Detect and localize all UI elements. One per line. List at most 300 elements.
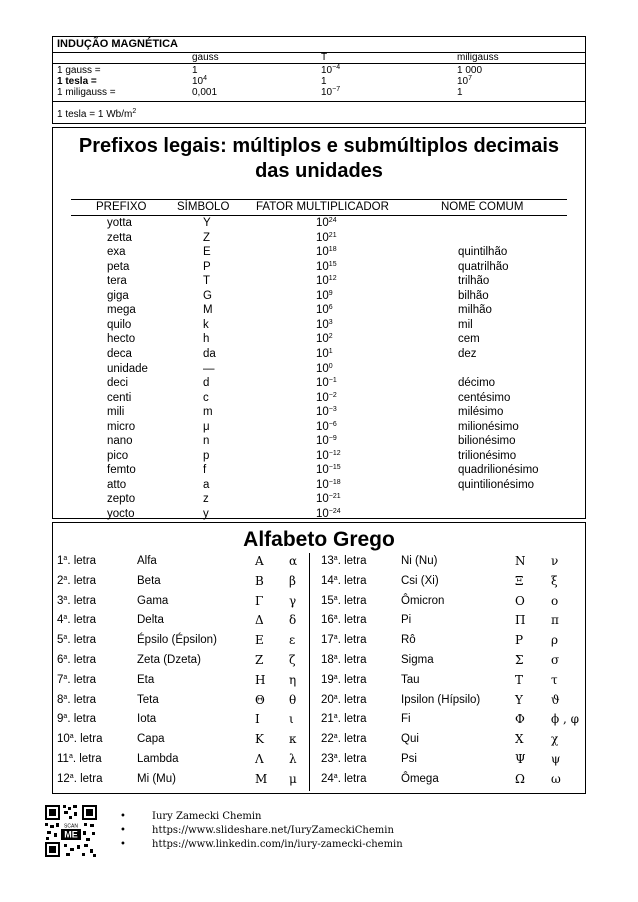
greek-ordinal-dot: . — [337, 713, 345, 726]
greek-letter-word: letra — [344, 772, 367, 785]
greek-ordinal-number: 20 — [321, 693, 334, 706]
greek-letter-word: letra — [80, 733, 103, 746]
prefix-common-name: quadrilionésimo — [458, 464, 539, 477]
greek-letter-row — [321, 671, 571, 689]
greek-uppercase: Η — [255, 672, 266, 687]
prefix-factor-base: 10 — [316, 362, 329, 375]
greek-lowercase: ξ — [551, 573, 558, 588]
greek-uppercase: Π — [515, 613, 526, 628]
prefix-symbol: Z — [203, 231, 211, 244]
greek-name: Capa — [137, 733, 165, 746]
prefix-name: mega — [107, 304, 136, 317]
prefix-factor — [316, 332, 333, 346]
prefix-row — [53, 507, 587, 521]
greek-lowercase: ϑ — [551, 692, 560, 707]
prefix-row — [53, 376, 587, 390]
greek-uppercase: Φ — [515, 712, 525, 727]
greek-uppercase: Χ — [515, 732, 524, 747]
prefix-common-name: milhão — [458, 304, 492, 317]
prefix-factor-exponent: 21 — [328, 231, 337, 239]
prefix-name: nano — [107, 435, 133, 448]
footer-author: • Iury Zamecki Chemin — [120, 810, 403, 824]
prefix-factor-base: 10 — [316, 420, 329, 433]
prefix-factor — [316, 216, 337, 230]
greek-ordinal-dot: . — [67, 713, 74, 726]
prefix-symbol: E — [203, 246, 211, 259]
prefix-factor-base: 10 — [316, 464, 329, 477]
prefix-name: hecto — [107, 333, 136, 346]
prefix-common-name: mil — [458, 318, 473, 331]
prefix-name: atto — [107, 478, 127, 491]
greek-letter-word: letra — [344, 733, 367, 746]
greek-letter-row — [57, 552, 307, 570]
prefix-name: exa — [107, 246, 126, 259]
prefix-symbol: da — [203, 347, 216, 360]
greek-name: Ômega — [401, 772, 439, 785]
greek-letter-word: letra — [80, 772, 103, 785]
greek-name: Qui — [401, 733, 419, 746]
greek-name: Mi (Mu) — [137, 772, 176, 785]
prefix-name: tera — [107, 275, 127, 288]
greek-ordinal-number: 19 — [321, 673, 334, 686]
prefix-factor-exponent: 24 — [328, 217, 337, 224]
prefix-symbol: h — [203, 333, 210, 346]
greek-lowercase: ρ — [551, 633, 559, 648]
prefix-factor-base: 10 — [316, 318, 329, 331]
prefix-name: yotta — [107, 217, 132, 229]
greek-letter-row — [57, 592, 307, 610]
greek-ordinal — [321, 651, 366, 669]
prefix-factor-base: 10 — [316, 217, 329, 229]
greek-ordinal-suffix: a — [333, 634, 338, 642]
greek-uppercase: Μ — [255, 771, 268, 786]
prefix-name: micro — [107, 420, 136, 433]
prefix-factor-exponent: −21 — [328, 493, 341, 501]
prefix-row — [53, 463, 587, 477]
greek-name: Iota — [137, 713, 157, 726]
greek-ordinal-suffix: a — [69, 772, 74, 780]
induction-rule-top — [53, 52, 585, 53]
prefix-factor-exponent: 6 — [328, 304, 333, 312]
greek-uppercase: Ψ — [515, 752, 526, 766]
greek-ordinal-number: 13 — [321, 555, 334, 567]
prefix-row — [53, 420, 587, 434]
greek-uppercase: Ξ — [515, 573, 524, 588]
prefix-row — [53, 478, 587, 492]
greek-letter-row — [57, 730, 307, 748]
prefix-common-name: décimo — [458, 377, 496, 390]
greek-ordinal — [57, 770, 102, 788]
greek-lowercase: π — [551, 613, 559, 628]
greek-ordinal-dot: . — [73, 733, 81, 746]
greek-uppercase: Β — [255, 573, 264, 588]
greek-name: Rô — [401, 634, 416, 647]
greek-name: Beta — [137, 574, 161, 587]
prefix-name: giga — [107, 289, 129, 302]
greek-column-divider — [309, 553, 310, 791]
greek-letter-word: letra — [73, 594, 97, 607]
greek-ordinal-number: 4 — [57, 614, 64, 627]
prefix-row — [53, 362, 587, 376]
greek-letter-row — [57, 770, 307, 788]
greek-ordinal-suffix: a — [333, 654, 338, 661]
row-tesla-gauss: $10^4$ — [192, 75, 208, 87]
prefix-factor — [316, 420, 337, 434]
greek-lowercase: χ — [551, 732, 559, 747]
prefix-symbol: y — [203, 508, 209, 520]
greek-ordinal-suffix: a — [333, 713, 338, 721]
prefix-name: zetta — [107, 231, 132, 244]
prefix-symbol: c — [203, 391, 209, 404]
greek-ordinal-number: 23 — [321, 753, 334, 765]
prefix-row — [53, 332, 587, 346]
prefix-factor-exponent: −15 — [328, 464, 341, 472]
greek-ordinal-suffix: a — [63, 673, 68, 681]
prefix-symbol: n — [203, 435, 210, 448]
prefix-row — [53, 216, 587, 230]
prefix-factor-base: 10 — [316, 406, 329, 419]
row-gauss-tesla: $10^{-4}$ — [321, 64, 341, 76]
greek-lowercase: ψ — [551, 752, 561, 766]
greek-ordinal — [57, 611, 96, 629]
greek-ordinal-dot: . — [72, 753, 80, 765]
greek-uppercase: Γ — [255, 593, 264, 608]
greek-letter-row — [57, 611, 307, 629]
prefix-name: quilo — [107, 318, 132, 331]
greek-uppercase: Δ — [255, 613, 264, 628]
greek-ordinal — [321, 671, 366, 689]
greek-lowercase: ζ — [289, 653, 296, 667]
greek-ordinal-dot: . — [337, 693, 345, 706]
prefix-symbol: z — [203, 493, 209, 506]
greek-uppercase: Ρ — [515, 633, 524, 648]
greek-ordinal — [57, 750, 102, 768]
greek-letter-row — [321, 572, 571, 590]
prefix-factor-base: 10 — [316, 289, 329, 302]
greek-ordinal — [57, 691, 96, 709]
greek-ordinal — [57, 710, 96, 728]
induction-rule-header — [53, 63, 585, 64]
prefix-factor — [316, 274, 337, 288]
prefix-symbol: T — [203, 275, 211, 288]
prefix-factor — [316, 391, 337, 405]
greek-ordinal — [321, 770, 366, 788]
greek-uppercase: Τ — [515, 672, 524, 687]
row-mg-tesla: $10^{-7}$ — [321, 86, 341, 98]
prefix-factor-base: 10 — [316, 304, 329, 317]
prefix-factor-exponent: −18 — [328, 478, 341, 486]
greek-alphabet-table — [52, 522, 586, 794]
greek-ordinal-suffix: a — [63, 654, 68, 661]
greek-letter-row — [57, 572, 307, 590]
greek-ordinal-dot: . — [337, 673, 345, 686]
greek-ordinal-dot: . — [337, 555, 345, 567]
greek-ordinal-number: 2 — [57, 574, 64, 587]
greek-letter-word: letra — [73, 634, 97, 647]
greek-name: Csi (Xi) — [401, 574, 439, 587]
prefix-row — [53, 231, 587, 245]
greek-name: Eta — [137, 673, 155, 686]
row-gauss-mg: 1 000 — [457, 65, 483, 76]
greek-uppercase: Θ — [255, 692, 265, 707]
greek-lowercase: σ — [551, 653, 560, 667]
greek-ordinal-dot: . — [337, 594, 345, 607]
greek-lowercase: ω — [551, 771, 561, 786]
prefix-common-name: quintilionésimo — [458, 478, 535, 491]
greek-ordinal-dot: . — [337, 574, 345, 587]
greek-name: Épsilo (Épsilon) — [137, 634, 217, 647]
prefix-factor-exponent: −12 — [328, 449, 341, 457]
greek-name: Tau — [401, 673, 420, 686]
induction-table — [52, 36, 586, 124]
prefix-name: deci — [107, 377, 129, 390]
prefix-name: deca — [107, 347, 132, 360]
greek-ordinal-dot: . — [67, 574, 74, 587]
greek-letter-word: letra — [344, 753, 367, 765]
greek-ordinal-number: 22 — [321, 733, 334, 746]
greek-letter-row — [57, 671, 307, 689]
greek-lowercase: μ — [289, 771, 297, 786]
prefix-symbol: d — [203, 377, 210, 390]
greek-ordinal-suffix: a — [333, 772, 338, 780]
greek-lowercase: ο — [551, 593, 559, 608]
prefix-factor — [316, 434, 337, 448]
greek-name: Sigma — [401, 654, 434, 666]
prefix-name: yocto — [107, 508, 135, 520]
prefix-header-row — [53, 200, 587, 214]
greek-ordinal — [321, 710, 366, 728]
row-tesla-mg: $10^7$ — [457, 75, 473, 87]
greek-lowercase: θ — [289, 692, 297, 707]
greek-lowercase: δ — [289, 613, 297, 628]
prefix-factor — [316, 289, 333, 303]
greek-letter-row — [321, 691, 571, 709]
greek-name: Psi — [401, 753, 417, 765]
greek-ordinal-suffix: a — [333, 574, 338, 582]
greek-letter-word: letra — [344, 713, 367, 726]
greek-name: Zeta (Dzeta) — [137, 654, 201, 666]
greek-ordinal — [321, 572, 366, 590]
greek-ordinal-suffix: a — [69, 733, 74, 741]
greek-ordinal-number: 7 — [57, 673, 64, 686]
prefix-factor-base: 10 — [316, 493, 329, 506]
prefix-title-line1: Prefixos legais: múltiplos e submúltiplos decimais — [78, 135, 560, 157]
greek-ordinal-number: 18 — [321, 654, 334, 666]
prefix-row — [53, 260, 587, 274]
greek-name: Teta — [137, 693, 159, 706]
prefix-factor-base: 10 — [316, 275, 329, 288]
prefix-factor-exponent: 18 — [328, 246, 337, 254]
header-gauss: gauss — [192, 52, 219, 63]
prefix-symbol: μ — [203, 420, 210, 433]
prefix-common-name: cem — [458, 333, 480, 346]
greek-ordinal-dot: . — [67, 555, 74, 567]
row-mg-gauss: 0,001 — [192, 87, 218, 98]
greek-letter-row — [57, 750, 307, 768]
greek-ordinal-dot: . — [337, 772, 345, 785]
prefix-symbol: M — [203, 304, 213, 317]
greek-ordinal-number: 15 — [321, 594, 334, 607]
greek-ordinal — [321, 730, 366, 748]
greek-uppercase: Ε — [255, 633, 264, 648]
greek-letter-row — [321, 631, 571, 649]
prefix-factor — [316, 449, 341, 463]
prefix-common-name: centésimo — [458, 391, 511, 404]
greek-ordinal-dot: . — [337, 733, 345, 746]
prefix-factor-base: 10 — [316, 508, 329, 520]
greek-uppercase: Ν — [515, 554, 526, 568]
prefix-symbol: G — [203, 289, 212, 302]
greek-ordinal — [57, 730, 102, 748]
footer-linkedin-link[interactable]: • https://www.linkedin.com/in/iury-zamecki-chemin — [120, 838, 403, 852]
greek-ordinal-dot: . — [67, 673, 74, 686]
prefix-common-name: trilhão — [458, 275, 490, 288]
induction-title: INDUÇÃO MAGNÉTICA — [57, 38, 178, 50]
header-simbolo: SÍMBOLO — [177, 201, 230, 213]
greek-ordinal-dot: . — [337, 634, 345, 647]
prefix-factor — [316, 318, 333, 332]
header-miligauss: miligauss — [457, 52, 499, 63]
greek-lowercase: α — [289, 554, 298, 568]
prefix-factor-base: 10 — [316, 391, 329, 404]
greek-letter-word: letra — [344, 634, 367, 647]
prefix-symbol: f — [203, 464, 207, 477]
greek-lowercase: ϕ , φ — [551, 712, 580, 727]
greek-ordinal-dot: . — [337, 753, 345, 765]
greek-lowercase: ε — [289, 633, 296, 648]
prefix-factor — [316, 231, 337, 245]
greek-uppercase: Λ — [255, 752, 264, 766]
greek-ordinal — [57, 651, 96, 669]
greek-ordinal-suffix: a — [333, 555, 338, 562]
prefix-common-name: bilhão — [458, 289, 489, 302]
greek-letter-word: letra — [73, 673, 97, 686]
footer-credits — [120, 810, 403, 852]
greek-lowercase: ν — [551, 554, 559, 568]
prefix-factor-exponent: −9 — [328, 435, 337, 443]
prefix-factor-base: 10 — [316, 347, 329, 360]
greek-letter-word: letra — [344, 654, 367, 666]
row-gauss-label: 1 gauss = — [57, 65, 101, 76]
prefix-row — [53, 303, 587, 317]
prefix-factor-exponent: −1 — [328, 377, 337, 385]
prefix-row — [53, 492, 587, 506]
prefix-row — [53, 405, 587, 419]
prefix-symbol: a — [203, 478, 210, 491]
prefix-symbol: p — [203, 449, 210, 462]
prefix-common-name: trilionésimo — [458, 449, 517, 462]
prefix-factor-base: 10 — [316, 333, 329, 346]
greek-ordinal-suffix: a — [333, 753, 338, 760]
greek-ordinal-number: 9 — [57, 713, 64, 726]
greek-ordinal-number: 8 — [57, 693, 64, 706]
prefix-factor-base: 10 — [316, 449, 329, 462]
prefix-factor-base: 10 — [316, 478, 329, 491]
greek-letter-row — [321, 552, 571, 570]
prefix-factor-exponent: −2 — [328, 391, 337, 399]
greek-lowercase: ι — [289, 712, 294, 727]
induction-note: 1 tesla = 1 $Wb/m^2$ — [57, 108, 137, 120]
prefix-name: femto — [107, 464, 136, 477]
qr-code-icon — [44, 804, 98, 858]
prefix-row — [53, 347, 587, 361]
header-prefixo: PREFIXO — [96, 201, 147, 213]
greek-ordinal — [57, 552, 96, 570]
greek-ordinal-number: 1 — [57, 555, 64, 567]
greek-letter-word: letra — [79, 753, 102, 765]
prefix-factor-exponent: 12 — [328, 275, 337, 283]
greek-ordinal-number: 16 — [321, 614, 334, 627]
greek-ordinal-suffix: a — [333, 673, 338, 681]
greek-name: Ni (Nu) — [401, 555, 438, 567]
greek-ordinal-suffix: a — [333, 733, 338, 741]
header-nome-comum: NOME COMUM — [441, 201, 524, 213]
greek-name: Alfa — [137, 555, 157, 567]
greek-letter-word: letra — [344, 574, 367, 587]
greek-ordinal — [321, 592, 366, 610]
greek-lowercase: λ — [289, 752, 297, 766]
prefix-name: unidade — [107, 362, 148, 375]
greek-ordinal-suffix: a — [63, 594, 68, 602]
row-gauss-gauss: 1 — [192, 65, 198, 76]
prefix-name: zepto — [107, 493, 136, 506]
greek-ordinal — [321, 611, 366, 629]
greek-letter-word: letra — [73, 693, 97, 706]
greek-ordinal-suffix: a — [333, 594, 338, 602]
footer-slideshare-link[interactable]: • https://www.slideshare.net/IuryZameckiChemin — [120, 824, 403, 838]
prefix-row — [53, 391, 587, 405]
greek-ordinal-number: 17 — [321, 634, 334, 647]
greek-name: Fi — [401, 713, 411, 726]
greek-name: Ômicron — [401, 594, 445, 607]
prefix-row — [53, 449, 587, 463]
prefix-factor-exponent: 3 — [328, 318, 333, 326]
greek-letter-word: letra — [344, 614, 367, 627]
prefix-factor-base: 10 — [316, 231, 329, 244]
prefix-name: peta — [107, 260, 130, 273]
greek-letter-word: letra — [73, 654, 97, 666]
greek-ordinal — [321, 631, 366, 649]
prefix-symbol: m — [203, 406, 213, 419]
greek-letter-row — [321, 750, 571, 768]
row-mg-mg: 1 — [457, 87, 463, 98]
greek-uppercase: Ι — [255, 712, 260, 727]
greek-letter-row — [321, 730, 571, 748]
greek-letter-row — [321, 611, 571, 629]
greek-ordinal-dot: . — [337, 654, 345, 666]
greek-letter-word: letra — [73, 574, 97, 587]
prefix-common-name: milionésimo — [458, 420, 519, 433]
greek-letter-row — [57, 710, 307, 728]
prefix-common-name: dez — [458, 347, 477, 360]
prefix-factor-exponent: 2 — [328, 333, 333, 341]
prefix-factor — [316, 405, 337, 419]
prefix-factor — [316, 260, 337, 274]
greek-uppercase: Υ — [515, 692, 523, 707]
greek-name: Delta — [137, 614, 164, 627]
greek-ordinal-suffix: a — [63, 574, 68, 582]
greek-letter-word: letra — [344, 693, 367, 706]
prefix-name: centi — [107, 391, 132, 404]
row-mg-label: 1 miligauss = — [57, 87, 116, 98]
prefix-factor-exponent: 15 — [328, 260, 337, 268]
greek-ordinal-suffix: a — [63, 614, 68, 622]
header-fator: FATOR MULTIPLICADOR — [256, 201, 389, 213]
prefix-title-line2: das unidades — [255, 160, 383, 182]
greek-ordinal — [57, 592, 96, 610]
greek-uppercase: Σ — [515, 653, 524, 667]
greek-letter-row — [321, 710, 580, 728]
